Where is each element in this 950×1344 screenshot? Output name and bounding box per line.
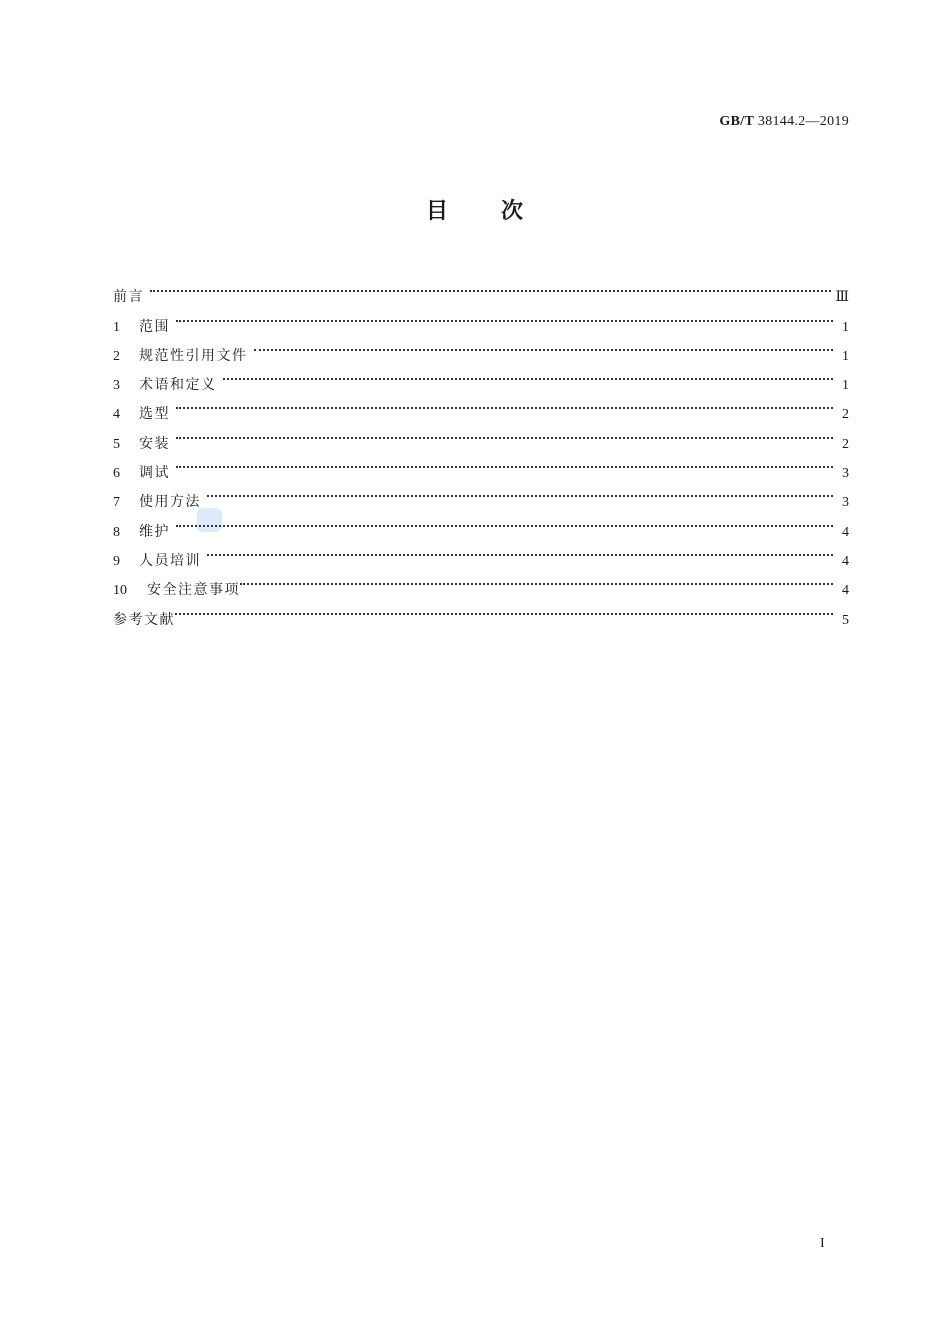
- toc-entry-label: 人员培训: [139, 552, 201, 569]
- toc-entry-page: 2: [842, 407, 849, 423]
- page-number: I: [820, 1236, 825, 1251]
- toc-entry-number: 6: [113, 466, 120, 482]
- toc-entry-label: 选型: [139, 406, 170, 423]
- standard-code: 38144.2—2019: [757, 114, 849, 129]
- toc-entry-label: 参考文献: [113, 611, 175, 628]
- toc-entry-label: 使用方法: [139, 494, 201, 511]
- toc-list: [113, 272, 849, 628]
- toc-entry-number: 7: [113, 495, 120, 511]
- toc-entry-page: 1: [842, 378, 849, 394]
- toc-leader-dots: [207, 536, 833, 565]
- toc-entry-number: 9: [113, 553, 120, 569]
- toc-entry-maintenance[interactable]: [113, 506, 849, 540]
- toc-entry-page: 3: [842, 495, 849, 511]
- toc-entry-commissioning[interactable]: [113, 448, 849, 482]
- toc-entry-terms-definitions[interactable]: [113, 360, 849, 394]
- toc-entry-page: Ⅲ: [835, 290, 849, 306]
- toc-entry-installation[interactable]: [113, 418, 849, 452]
- toc-entry-number: 5: [113, 436, 120, 452]
- toc-entry-label: 安装: [139, 435, 170, 452]
- toc-entry-label: 术语和定义: [139, 377, 217, 394]
- toc-entry-number: 1: [113, 319, 120, 335]
- toc-entry-page: 4: [842, 583, 849, 599]
- standard-number: [719, 114, 849, 130]
- toc-leader-dots: [254, 331, 834, 360]
- toc-entry-foreword[interactable]: [113, 272, 849, 306]
- toc-leader-dots: [176, 418, 833, 447]
- toc-entry-safety-precautions[interactable]: [113, 565, 849, 599]
- toc-entry-page: 2: [842, 436, 849, 452]
- toc-leader-dots: [207, 477, 833, 506]
- toc-leader-dots: [223, 360, 834, 389]
- toc-entry-label: 范围: [139, 318, 170, 335]
- toc-entry-bibliography[interactable]: [113, 594, 849, 628]
- toc-leader-dots: [175, 594, 833, 623]
- toc-title-left: 目: [425, 199, 449, 224]
- toc-entry-page: 1: [842, 348, 849, 364]
- toc-entry-number: 3: [113, 378, 120, 394]
- toc-leader-dots: [176, 448, 833, 477]
- toc-entry-page: 1: [842, 319, 849, 335]
- toc-entry-page: 3: [842, 466, 849, 482]
- toc-entry-usage-method[interactable]: [113, 477, 849, 511]
- toc-leader-dots: [176, 389, 833, 418]
- toc-entry-number: 2: [113, 348, 120, 364]
- toc-leader-dots: [176, 506, 833, 535]
- toc-title: [0, 194, 950, 225]
- toc-entry-number: 8: [113, 524, 120, 540]
- toc-title-right: 次: [501, 199, 525, 224]
- standard-prefix: GB/T: [719, 114, 755, 129]
- toc-entry-normative-references[interactable]: [113, 331, 849, 364]
- toc-entry-label: 维护: [139, 523, 170, 540]
- toc-entry-scope[interactable]: [113, 301, 849, 335]
- toc-entry-label: 调试: [139, 465, 170, 482]
- toc-entry-page: 4: [842, 553, 849, 569]
- toc-entry-selection[interactable]: [113, 389, 849, 423]
- toc-leader-dots: [176, 301, 833, 330]
- toc-entry-page: 5: [842, 612, 849, 628]
- toc-entry-number: 4: [113, 407, 120, 423]
- toc-entry-label: 规范性引用文件: [139, 347, 248, 364]
- toc-entry-personnel-training[interactable]: [113, 536, 849, 569]
- toc-entry-label: 安全注意事项: [147, 582, 240, 599]
- toc-entry-label: 前言: [113, 289, 144, 306]
- toc-entry-page: 4: [842, 524, 849, 540]
- toc-entry-number: 10: [113, 583, 127, 599]
- toc-leader-dots: [240, 565, 833, 594]
- toc-leader-dots: [150, 272, 831, 301]
